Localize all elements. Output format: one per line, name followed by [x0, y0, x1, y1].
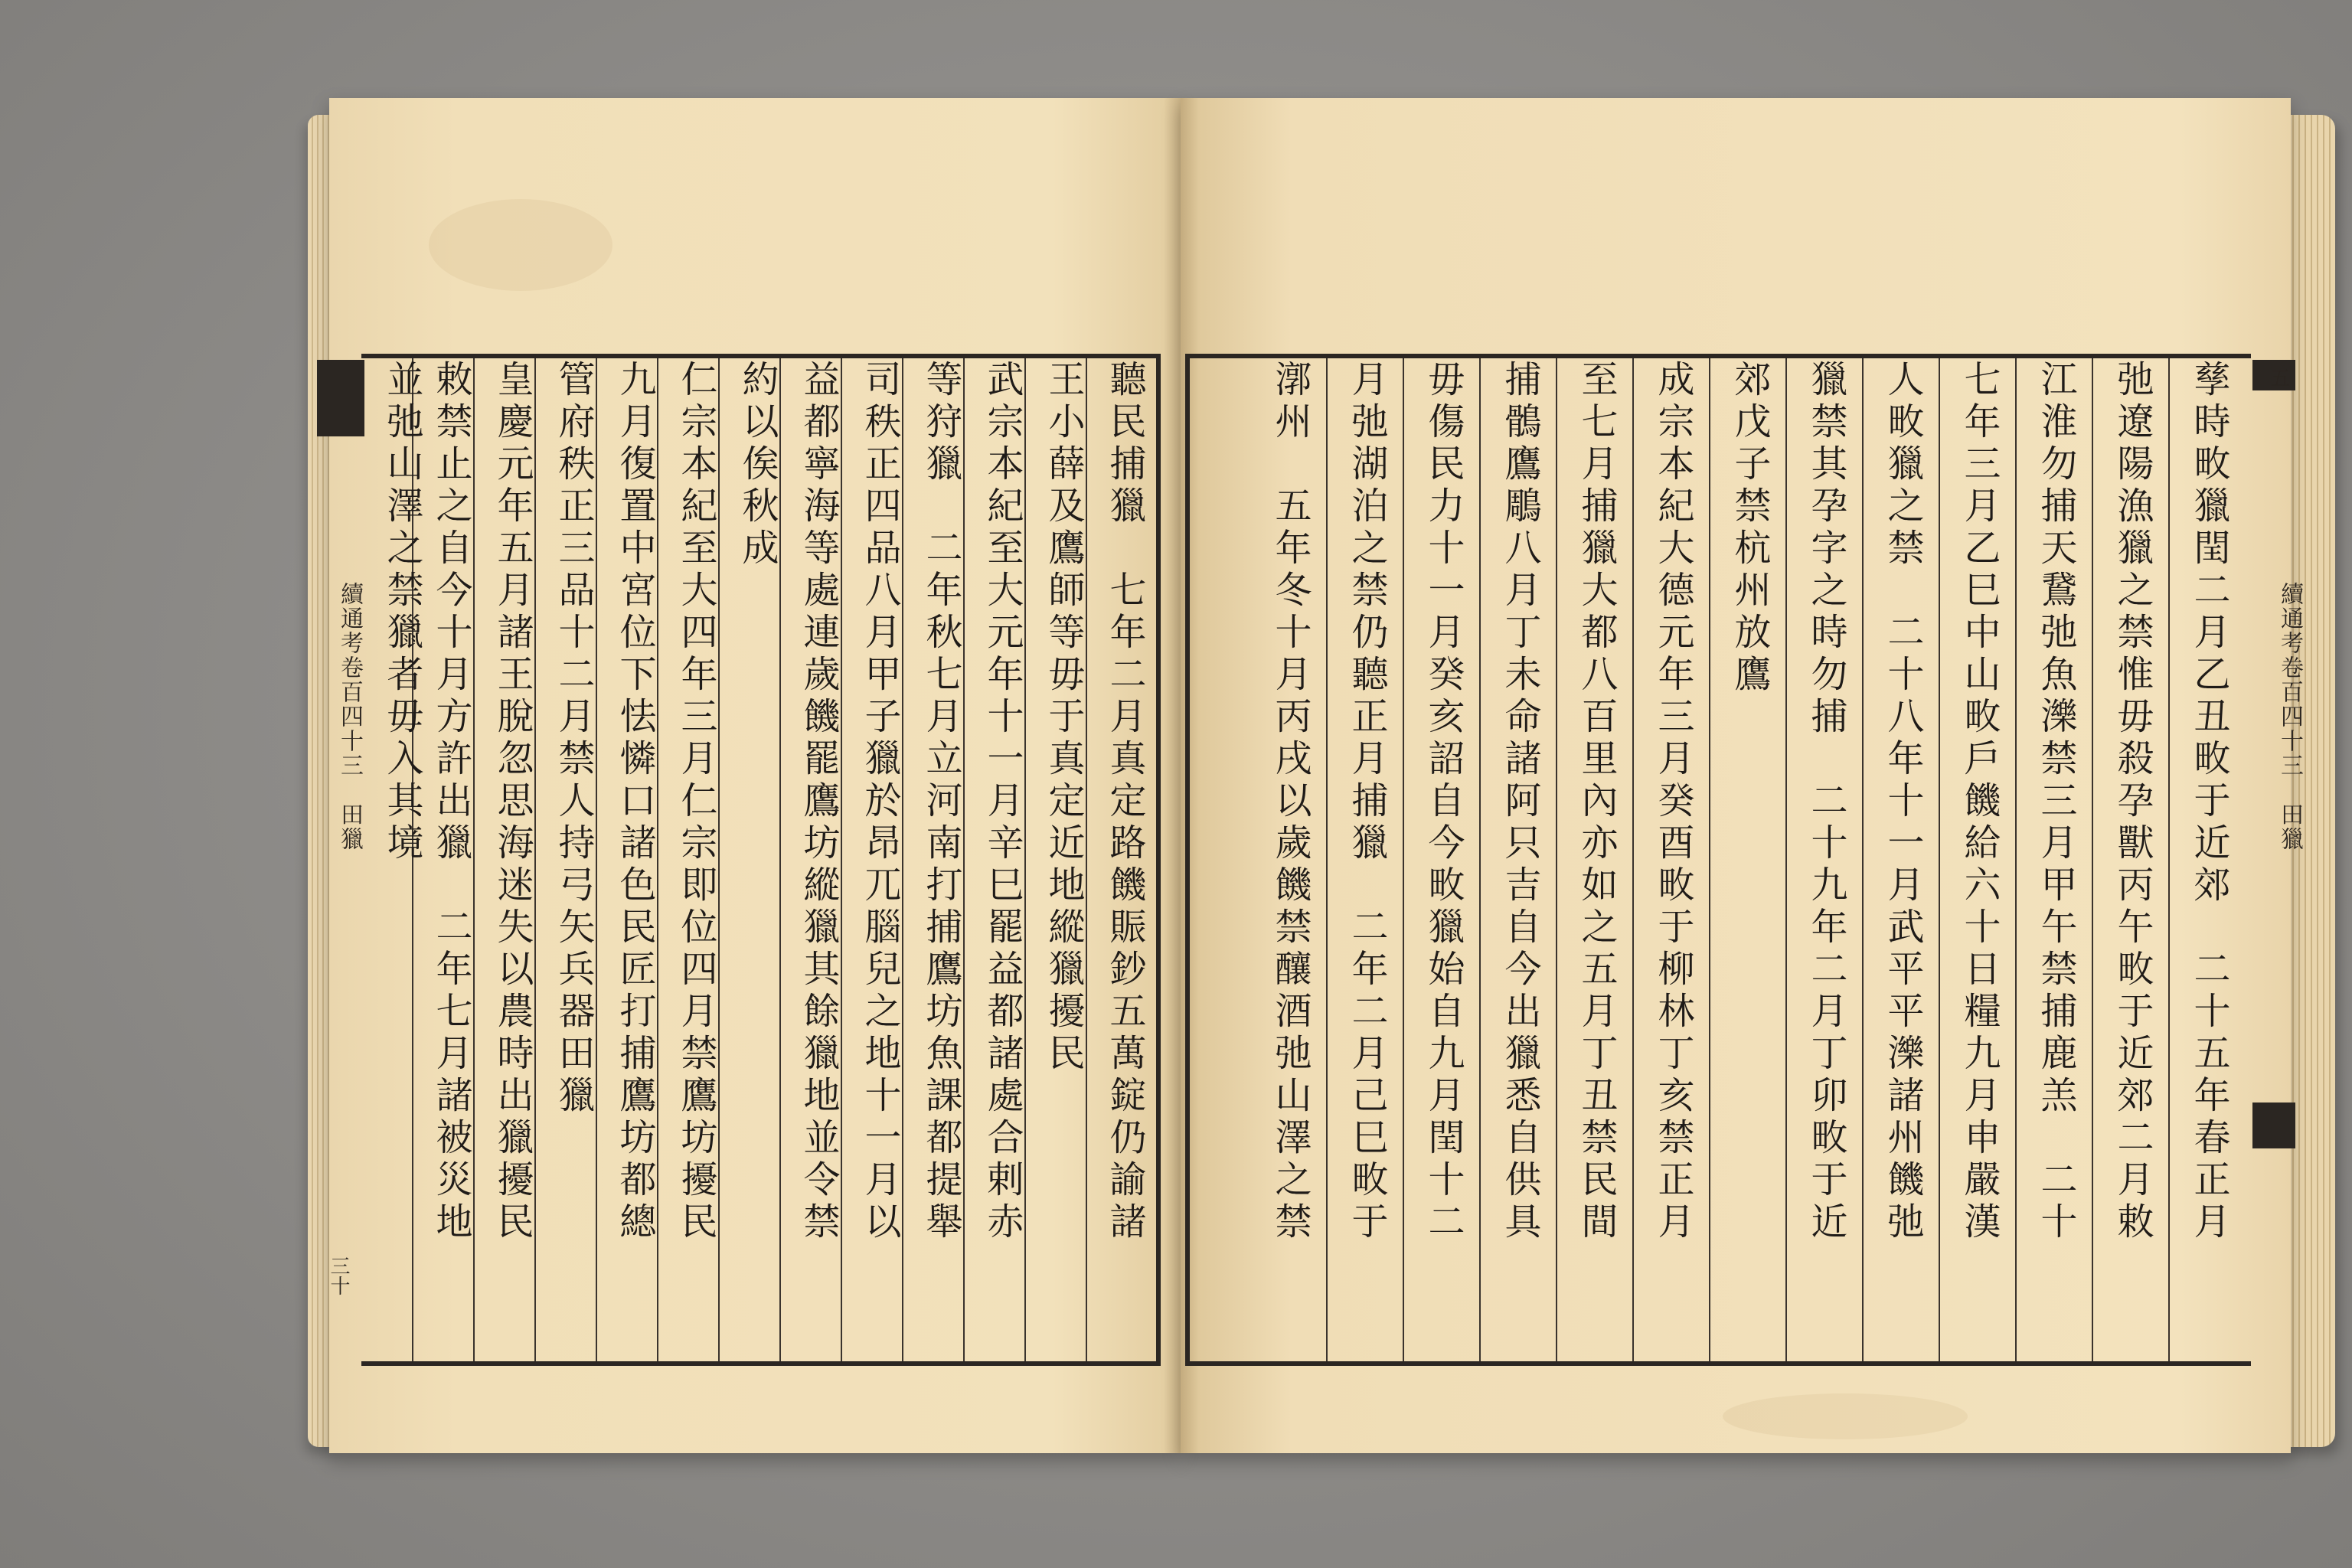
- right-text-column: 捕鶻鷹鵰八月丁未命諸阿只吉自今出獵悉自供具: [1498, 360, 1541, 1244]
- left-text-column: 九月復置中宮位下怯憐口諸色民匠打捕鷹坊都總: [613, 360, 656, 1244]
- right-text-column: 漷州 五年冬十月丙戌以歲饑禁釀酒弛山澤之禁: [1269, 360, 1312, 1244]
- right-text-column: 弛遼陽漁獵之禁惟毋殺孕獸丙午畋于近郊二月敕: [2111, 360, 2154, 1244]
- right-text-column: 成宗本紀大德元年三月癸酉畋于柳林丁亥禁正月: [1651, 360, 1694, 1244]
- column-rule: [2168, 358, 2170, 1361]
- right-page-number: 五: [2267, 368, 2290, 387]
- left-text-column: 敕禁止之自今十月方許出獵 二年七月諸被災地: [430, 360, 472, 1244]
- right-text-column: 孳時畋獵閏二月乙丑畋于近郊 二十五年春正月: [2187, 360, 2230, 1244]
- right-text-column: 郊戊子禁杭州放鷹: [1728, 360, 1771, 697]
- left-text-column: 仁宗本紀至大四年三月仁宗即位四月禁鷹坊擾民: [675, 360, 717, 1244]
- left-text-column: 並弛山澤之禁獵者毋入其境: [381, 360, 423, 865]
- left-banxin-fishtail: [317, 360, 364, 436]
- left-text-column: 武宗本紀至大元年十一月辛巳罷益都諸處合剌赤: [981, 360, 1024, 1244]
- right-text-column: 至七月捕獵大都八百里內亦如之五月丁丑禁民間: [1575, 360, 1618, 1244]
- left-banxin-title: 續通考卷百四十三 田獵: [336, 582, 363, 851]
- paper-stain: [1723, 1393, 1968, 1439]
- right-text-column: 獵禁其孕字之時勿捕 二十九年二月丁卯畋于近: [1805, 360, 1847, 1244]
- column-rule: [1479, 358, 1481, 1361]
- paper-stain: [429, 199, 612, 291]
- left-text-column: 約以俟秋成: [736, 360, 779, 570]
- column-rule: [1785, 358, 1787, 1361]
- right-text-column: 毋傷民力十一月癸亥詔自今畋獵始自九月閏十二: [1422, 360, 1465, 1244]
- left-text-column: 司秩正四品八月甲子獵於昂兀腦兒之地十一月以: [858, 360, 901, 1244]
- left-text-column: 等狩獵 二年秋七月立河南打捕鷹坊魚課都提舉: [920, 360, 962, 1244]
- right-text-column: 七年三月乙巳中山畋戶饑給六十日糧九月申嚴漢: [1958, 360, 2001, 1244]
- left-text-column: 聽民捕獵 七年二月真定路饑賑鈔五萬錠仍諭諸: [1103, 360, 1146, 1244]
- left-page-number: 三十: [327, 1256, 350, 1295]
- right-text-column: 人畋獵之禁 二十八年十一月武平平濼諸州饑弛: [1881, 360, 1924, 1244]
- column-rule: [1403, 358, 1404, 1361]
- right-text-column: 月弛湖泊之禁仍聽正月捕獵 二年二月己巳畋于: [1345, 360, 1388, 1244]
- column-rule: [1862, 358, 1864, 1361]
- column-rule: [2015, 358, 2017, 1361]
- column-rule: [1709, 358, 1710, 1361]
- left-text-column: 皇慶元年五月諸王脫忽思海迷失以農時出獵擾民: [491, 360, 534, 1244]
- right-banxin-title: 續通考卷百四十三 田獵: [2276, 582, 2303, 851]
- column-rule: [1939, 358, 1940, 1361]
- left-text-column: 王小薛及鷹師等毋于真定近地縱獵擾民: [1042, 360, 1085, 1076]
- left-text-column: 益都寧海等處連歲饑罷鷹坊縱獵其餘獵地並令禁: [797, 360, 840, 1244]
- column-rule: [2092, 358, 2093, 1361]
- column-rule: [1556, 358, 1557, 1361]
- left-text-column: 管府秩正三品十二月禁人持弓矢兵器田獵: [552, 360, 595, 1118]
- right-banxin-fishtail-bottom: [2252, 1102, 2295, 1148]
- column-rule: [1632, 358, 1634, 1361]
- column-rule: [1326, 358, 1328, 1361]
- right-text-column: 江淮勿捕天鵞弛魚濼禁三月甲午禁捕鹿羔 二十: [2034, 360, 2077, 1244]
